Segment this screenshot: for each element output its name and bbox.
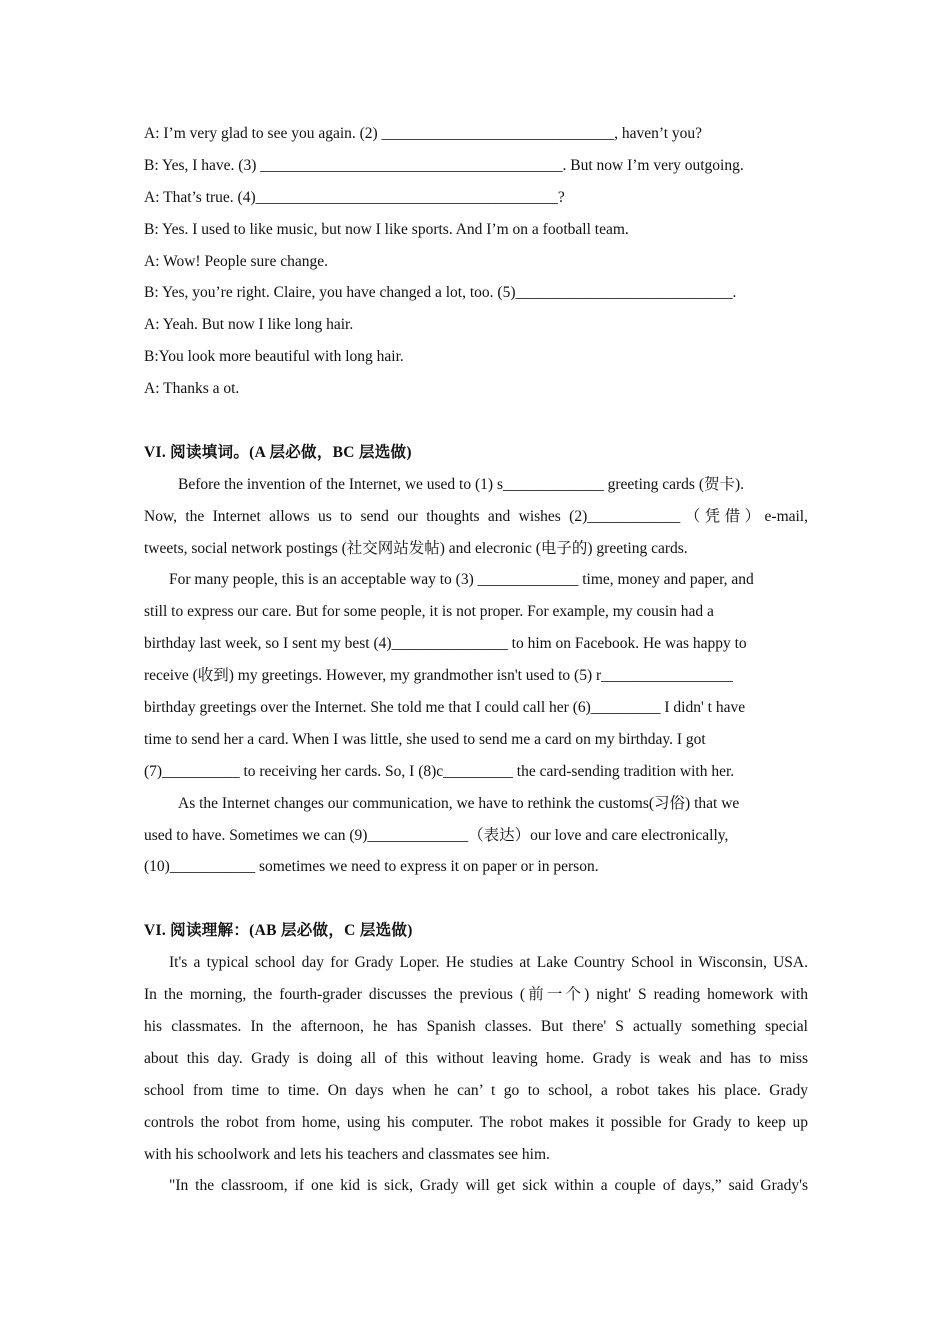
paragraph-line: (7)__________ to receiving her cards. So, I (8)c_________ the card-sending tradition with her. <box>144 762 735 780</box>
dialogue-line: A: I’m very glad to see you again. (2) ______________________________, haven’t you? <box>144 125 703 142</box>
dialogue-line: B: Yes. I used to like music, but now I like sports. And I’m on a football team. <box>144 220 629 238</box>
paragraph-line: In the morning, the fourth-grader discusses the previous (前一个) night' S reading homework with <box>144 986 808 1004</box>
paragraph-line: For many people, this is an acceptable way to (3) _____________ time, money and paper, and <box>169 571 754 589</box>
paragraph-line: time to send her a card. When I was little, she used to send me a card on my birthday. I got <box>144 730 706 748</box>
dialogue-line: B:You look more beautiful with long hair. <box>144 348 404 366</box>
reading-section <box>144 915 808 1202</box>
dialogue-line: B: Yes, you’re right. Claire, you have changed a lot, too. (5)____________________________. <box>144 284 737 302</box>
paragraph-line: Now, the Internet allows us to send our thoughts and wishes (2)____________（凭借）e-mail, <box>144 507 808 525</box>
section-heading: VI. 阅读填词。(A 层必做，BC 层选做) <box>144 443 412 461</box>
paragraph-line: with his schoolwork and lets his teachers and classmates see him. <box>144 1145 550 1163</box>
paragraph-line: tweets, social network postings (社交网站发帖) and elecronic (电子的) greeting cards. <box>144 539 688 557</box>
section-heading: VI. 阅读理解：(AB 层必做，C 层选做) <box>144 922 413 940</box>
document-page <box>144 118 808 1202</box>
paragraph-line: school from time to time. On days when he can’ t go to school, a robot takes his place. Grady <box>144 1081 808 1099</box>
paragraph-line: receive (收到) my greetings. However, my grandmother isn't used to (5) r_________________ <box>144 667 733 685</box>
paragraph-line: (10)___________ sometimes we need to express it on paper or in person. <box>144 858 599 876</box>
spacer <box>144 405 808 437</box>
dialogue-block <box>144 118 808 405</box>
fill-in-section <box>144 437 808 883</box>
dialogue-line: A: Thanks a ot. <box>144 380 240 398</box>
paragraph-line: It's a typical school day for Grady Loper. He studies at Lake Country School in Wisconsin, USA. <box>169 954 808 972</box>
paragraph-line: controls the robot from home, using his computer. The robot makes it possible for Grady to keep up <box>144 1113 808 1131</box>
spacer <box>144 883 808 915</box>
paragraph-line: As the Internet changes our communication, we have to rethink the customs(习俗) that we <box>178 794 740 812</box>
dialogue-line: A: Yeah. But now I like long hair. <box>144 316 354 334</box>
paragraph-line: used to have. Sometimes we can (9)_____________（表达）our love and care electronically, <box>144 826 729 844</box>
paragraph-line: birthday greetings over the Internet. She told me that I could call her (6)_________ I didn' t have <box>144 699 746 717</box>
paragraph-line: his classmates. In the afternoon, he has Spanish classes. But there' S actually something special <box>144 1017 808 1035</box>
paragraph-line: Before the invention of the Internet, we used to (1) s_____________ greeting cards (贺卡). <box>178 475 745 493</box>
dialogue-line: A: That’s true. (4)_______________________________________? <box>144 188 565 206</box>
dialogue-line: A: Wow! People sure change. <box>144 252 328 270</box>
paragraph-line: "In the classroom, if one kid is sick, Grady will get sick within a couple of days,” said Grady's <box>169 1177 808 1195</box>
paragraph-line: still to express our care. But for some people, it is not proper. For example, my cousin had a <box>144 603 714 621</box>
paragraph-line: birthday last week, so I sent my best (4)_______________ to him on Facebook. He was happy to <box>144 635 747 653</box>
dialogue-line: B: Yes, I have. (3) _______________________________________. But now I’m very outgoing. <box>144 156 744 174</box>
paragraph-line: about this day. Grady is doing all of this without leaving home. Grady is weak and has to miss <box>144 1049 808 1067</box>
